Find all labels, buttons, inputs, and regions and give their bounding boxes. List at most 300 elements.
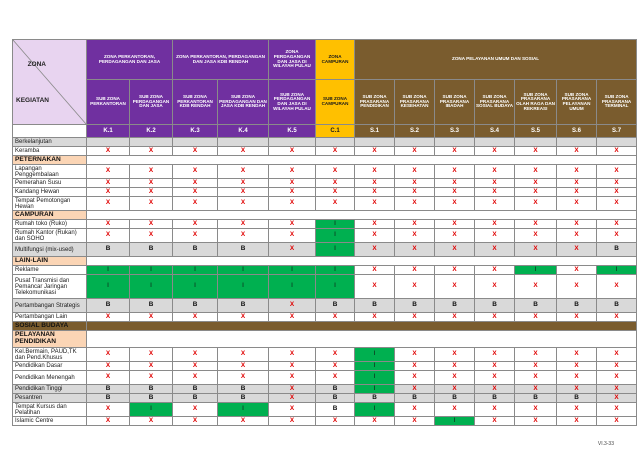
permission-cell: I (173, 266, 218, 275)
permission-cell (475, 138, 515, 147)
section-row (13, 156, 637, 165)
permission-cell: I (130, 403, 173, 417)
permission-cell: X (557, 266, 597, 275)
permission-cell: X (316, 179, 355, 188)
permission-cell: X (269, 403, 316, 417)
permission-cell: X (269, 385, 316, 394)
zone-code: K.3 (173, 125, 218, 138)
activity-row (13, 266, 637, 275)
activity-row (13, 179, 637, 188)
permission-cell: X (395, 147, 435, 156)
permission-cell: B (316, 299, 355, 313)
permission-cell: X (218, 188, 269, 197)
permission-cell: X (218, 362, 269, 371)
permission-cell: X (173, 362, 218, 371)
permission-cell: X (355, 179, 395, 188)
permission-cell: X (515, 165, 557, 179)
activity-row (13, 197, 637, 211)
permission-cell: X (557, 417, 597, 426)
permission-cell: I (435, 417, 475, 426)
activity-label: Islamic Centre (13, 417, 87, 426)
header-corner (13, 40, 87, 125)
permission-cell: X (355, 197, 395, 211)
permission-cell: X (87, 362, 130, 371)
permission-cell: X (597, 394, 637, 403)
permission-cell: X (557, 220, 597, 229)
permission-cell: X (130, 362, 173, 371)
permission-cell: B (475, 394, 515, 403)
activity-row (13, 403, 637, 417)
permission-cell: X (355, 229, 395, 243)
permission-cell: X (435, 147, 475, 156)
permission-cell: I (173, 275, 218, 299)
permission-cell: X (316, 348, 355, 362)
permission-cell: I (218, 403, 269, 417)
section-row (13, 331, 637, 348)
permission-cell: X (597, 313, 637, 322)
permission-cell: X (173, 229, 218, 243)
subzone-header: SUB ZONA PRASARANA PELAYANAN UMUM (557, 80, 597, 125)
permission-cell: X (475, 348, 515, 362)
permission-cell: X (87, 147, 130, 156)
subzone-header: SUB ZONA PRASARANA PENDIDIKAN (355, 80, 395, 125)
permission-cell: X (475, 417, 515, 426)
permission-cell: X (435, 385, 475, 394)
permission-cell: X (515, 229, 557, 243)
permission-cell (130, 138, 173, 147)
permission-cell: X (130, 147, 173, 156)
permission-cell: I (515, 266, 557, 275)
permission-cell: X (130, 188, 173, 197)
permission-cell: B (218, 243, 269, 257)
permission-cell: I (355, 385, 395, 394)
permission-cell (597, 138, 637, 147)
kegiatan-label: KEGIATAN (16, 96, 49, 104)
permission-cell: X (515, 197, 557, 211)
permission-cell: X (130, 179, 173, 188)
permission-cell: X (475, 220, 515, 229)
permission-cell: X (597, 147, 637, 156)
permission-cell: X (597, 197, 637, 211)
permission-cell: B (435, 299, 475, 313)
permission-cell: X (87, 313, 130, 322)
activity-row (13, 417, 637, 426)
permission-cell: X (435, 165, 475, 179)
permission-cell: X (218, 147, 269, 156)
subzone-header: SUB ZONA PERKANTORAN (87, 80, 130, 125)
permission-cell: X (597, 385, 637, 394)
activity-label: Rumah toko (Ruko) (13, 220, 87, 229)
activity-label: Kandang Hewan (13, 188, 87, 197)
permission-cell: X (435, 403, 475, 417)
permission-cell: X (316, 313, 355, 322)
activity-label: Pertambangan Strategis (13, 299, 87, 313)
permission-cell: X (435, 348, 475, 362)
section-fill (87, 156, 637, 165)
permission-cell: X (269, 188, 316, 197)
activity-label: Pertambangan Lain (13, 313, 87, 322)
permission-cell: X (269, 371, 316, 385)
subzone-header-row (13, 80, 637, 125)
subzone-header: SUB ZONA PRASARANA KESEHATAN (395, 80, 435, 125)
permission-cell: X (475, 147, 515, 156)
permission-cell: X (130, 313, 173, 322)
permission-cell: X (515, 188, 557, 197)
subzone-header: SUB ZONA PERDAGANGAN DAN JASA DI WILAYAH PULAU (269, 80, 316, 125)
subzone-header: SUB ZONA CAMPURAN (316, 80, 355, 125)
permission-cell: X (597, 220, 637, 229)
permission-cell: X (515, 220, 557, 229)
permission-cell: I (316, 229, 355, 243)
zone-code: C.1 (316, 125, 355, 138)
permission-cell: B (173, 299, 218, 313)
permission-cell: X (218, 220, 269, 229)
permission-cell: X (435, 362, 475, 371)
activity-label: Keramba (13, 147, 87, 156)
permission-cell: X (597, 179, 637, 188)
permission-cell: B (395, 394, 435, 403)
permission-cell: B (130, 243, 173, 257)
permission-cell: B (597, 299, 637, 313)
code-row-label (13, 125, 87, 138)
permission-cell: X (475, 197, 515, 211)
permission-cell: X (87, 188, 130, 197)
permission-cell (515, 138, 557, 147)
permission-cell: X (218, 229, 269, 243)
permission-cell (395, 138, 435, 147)
permission-cell: B (316, 385, 355, 394)
activity-row (13, 385, 637, 394)
permission-cell: X (597, 165, 637, 179)
section-row (13, 322, 637, 331)
permission-cell: X (557, 275, 597, 299)
permission-cell (218, 138, 269, 147)
permission-cell: X (316, 197, 355, 211)
permission-cell: B (87, 243, 130, 257)
permission-cell: X (130, 165, 173, 179)
permission-cell: X (269, 179, 316, 188)
permission-cell: X (269, 348, 316, 362)
permission-cell: X (355, 275, 395, 299)
permission-cell: X (395, 243, 435, 257)
permission-cell: X (395, 348, 435, 362)
permission-cell: X (316, 362, 355, 371)
permission-cell: X (87, 403, 130, 417)
permission-cell: X (269, 394, 316, 403)
activity-label: Berkelanjutan (13, 138, 87, 147)
permission-cell: X (475, 229, 515, 243)
permission-cell: X (355, 313, 395, 322)
zone-code-row (13, 125, 637, 138)
permission-cell: X (557, 371, 597, 385)
permission-cell: X (395, 385, 435, 394)
activity-label: Pendidikan Menengah (13, 371, 87, 385)
permission-cell (173, 138, 218, 147)
permission-cell: X (87, 371, 130, 385)
permission-cell: X (87, 348, 130, 362)
permission-cell: X (597, 348, 637, 362)
permission-cell: X (557, 147, 597, 156)
permission-cell: X (395, 362, 435, 371)
permission-cell: X (395, 197, 435, 211)
permission-cell: B (130, 385, 173, 394)
permission-cell: X (395, 403, 435, 417)
activity-label: Pesantren (13, 394, 87, 403)
permission-cell: X (515, 371, 557, 385)
permission-cell: X (173, 371, 218, 385)
permission-cell: I (269, 266, 316, 275)
permission-cell: X (475, 266, 515, 275)
permission-cell: X (395, 165, 435, 179)
permission-cell: X (395, 179, 435, 188)
activity-row (13, 371, 637, 385)
permission-cell: B (515, 394, 557, 403)
permission-cell: X (316, 371, 355, 385)
permission-cell: X (173, 197, 218, 211)
permission-cell: I (316, 220, 355, 229)
permission-cell: X (557, 403, 597, 417)
permission-cell: I (130, 266, 173, 275)
permission-cell: X (597, 275, 637, 299)
activity-label: Tempat Kursus dan Pelatihan (13, 403, 87, 417)
subzone-header: SUB ZONA PRASARANA TERMINAL (597, 80, 637, 125)
permission-cell: B (597, 243, 637, 257)
activity-label: Rumah Kantor (Rukan) dan SOHO (13, 229, 87, 243)
permission-cell: X (435, 266, 475, 275)
permission-cell: I (597, 266, 637, 275)
permission-cell: B (316, 403, 355, 417)
permission-cell: X (557, 165, 597, 179)
permission-cell: X (435, 371, 475, 385)
permission-cell: X (218, 371, 269, 385)
permission-cell: X (173, 188, 218, 197)
zone-group-header-row (13, 40, 637, 80)
permission-cell: B (557, 299, 597, 313)
permission-cell: B (173, 243, 218, 257)
permission-cell: I (269, 275, 316, 299)
permission-cell (316, 138, 355, 147)
permission-cell: X (435, 179, 475, 188)
permission-cell: X (355, 243, 395, 257)
permission-cell: I (87, 266, 130, 275)
section-label: PETERNAKAN (13, 156, 87, 165)
permission-cell: X (557, 385, 597, 394)
zone-code: K.1 (87, 125, 130, 138)
permission-cell: X (355, 220, 395, 229)
activity-row (13, 220, 637, 229)
activity-label: Pendidikan Dasar (13, 362, 87, 371)
permission-cell: X (173, 417, 218, 426)
section-fill (87, 211, 637, 220)
permission-cell: X (475, 403, 515, 417)
permission-cell: X (515, 417, 557, 426)
permission-cell: B (218, 299, 269, 313)
permission-cell: X (269, 229, 316, 243)
permission-cell: X (395, 188, 435, 197)
permission-cell: X (515, 147, 557, 156)
permission-cell: X (87, 417, 130, 426)
activity-label: Pemerahan Susu (13, 179, 87, 188)
permission-cell: X (130, 229, 173, 243)
permission-cell: X (515, 362, 557, 371)
permission-cell: X (435, 275, 475, 299)
permission-cell: X (435, 229, 475, 243)
permission-cell: X (130, 371, 173, 385)
permission-cell: X (597, 403, 637, 417)
permission-cell: B (130, 299, 173, 313)
permission-cell: B (173, 394, 218, 403)
permission-cell: X (355, 266, 395, 275)
permission-cell: X (316, 188, 355, 197)
permission-cell: X (218, 197, 269, 211)
activity-row (13, 147, 637, 156)
permission-cell: X (269, 197, 316, 211)
permission-cell: X (395, 275, 435, 299)
activity-label: Lapangan Penggembalaan (13, 165, 87, 179)
permission-cell (557, 138, 597, 147)
permission-cell: I (316, 243, 355, 257)
permission-cell: I (218, 275, 269, 299)
page-number: VI.3-33 (597, 441, 614, 447)
permission-cell: X (355, 165, 395, 179)
permission-cell: X (515, 348, 557, 362)
permission-cell: X (597, 362, 637, 371)
zone-code: S.6 (557, 125, 597, 138)
permission-cell: X (475, 165, 515, 179)
permission-cell: X (269, 220, 316, 229)
zone-group-header: ZONA PERKANTORAN, PERDAGANGAN DAN JASA (87, 40, 173, 80)
permission-cell: X (395, 229, 435, 243)
section-fill (87, 322, 637, 331)
zone-code: S.2 (395, 125, 435, 138)
permission-cell: X (515, 403, 557, 417)
permission-cell: I (87, 275, 130, 299)
zone-group-header: ZONA PERKANTORAN, PERDAGANGAN DAN JASA KDB RENDAH (173, 40, 269, 80)
permission-cell: X (475, 362, 515, 371)
activity-row (13, 275, 637, 299)
permission-cell: X (130, 220, 173, 229)
activity-row (13, 188, 637, 197)
permission-cell: X (515, 385, 557, 394)
matrix-body (13, 138, 637, 426)
permission-cell: X (130, 348, 173, 362)
permission-cell: X (515, 179, 557, 188)
activity-row (13, 362, 637, 371)
subzone-header: SUB ZONA PRASARANA OLAH RAGA DAN REKREASI (515, 80, 557, 125)
permission-cell: X (475, 188, 515, 197)
permission-cell: X (173, 147, 218, 156)
permission-cell: X (218, 417, 269, 426)
permission-cell: I (355, 348, 395, 362)
permission-cell: B (395, 299, 435, 313)
section-row (13, 257, 637, 266)
permission-cell: X (355, 417, 395, 426)
permission-cell: B (355, 394, 395, 403)
activity-row (13, 313, 637, 322)
permission-cell: X (218, 313, 269, 322)
permission-cell: X (218, 165, 269, 179)
permission-cell: X (269, 362, 316, 371)
activity-label: Kel.Bermain, PAUD,TK dan Pend.Khusus (13, 348, 87, 362)
activity-label: Pusat Transmisi dan Pemancar Jaringan Telekomunikasi (13, 275, 87, 299)
permission-cell: X (173, 165, 218, 179)
permission-cell: X (597, 229, 637, 243)
permission-cell: B (87, 394, 130, 403)
zone-code: S.1 (355, 125, 395, 138)
permission-cell: X (557, 243, 597, 257)
permission-cell: B (435, 394, 475, 403)
permission-cell: X (557, 188, 597, 197)
permission-cell: X (435, 243, 475, 257)
permission-cell: X (218, 348, 269, 362)
permission-cell: X (87, 165, 130, 179)
zone-code: S.5 (515, 125, 557, 138)
permission-cell: B (173, 385, 218, 394)
activity-row (13, 138, 637, 147)
permission-cell: X (87, 197, 130, 211)
permission-cell: X (395, 266, 435, 275)
permission-cell: I (218, 266, 269, 275)
permission-cell: X (316, 147, 355, 156)
permission-cell: X (597, 417, 637, 426)
activity-row (13, 299, 637, 313)
permission-cell: X (597, 371, 637, 385)
activity-row (13, 229, 637, 243)
permission-cell: I (316, 266, 355, 275)
permission-cell: X (475, 179, 515, 188)
permission-cell: X (475, 243, 515, 257)
permission-cell: X (557, 229, 597, 243)
permission-cell: B (218, 394, 269, 403)
permission-cell: B (87, 385, 130, 394)
permission-cell: X (87, 220, 130, 229)
permission-cell (269, 138, 316, 147)
subzone-header: SUB ZONA PERKANTORAN KDB RENDAH (173, 80, 218, 125)
permission-cell: X (557, 348, 597, 362)
zone-code: K.5 (269, 125, 316, 138)
zone-group-header: ZONA PERDAGANGAN DAN JASA DI WILAYAH PULAU (269, 40, 316, 80)
permission-cell: X (269, 147, 316, 156)
permission-cell: X (173, 348, 218, 362)
permission-cell: B (316, 394, 355, 403)
permission-cell: X (87, 179, 130, 188)
zone-group-header: ZONA CAMPURAN (316, 40, 355, 80)
permission-cell: X (435, 197, 475, 211)
permission-cell: B (355, 299, 395, 313)
permission-cell: B (130, 394, 173, 403)
permission-cell: I (355, 403, 395, 417)
permission-cell: X (475, 371, 515, 385)
section-fill (87, 331, 637, 348)
section-label: CAMPURAN (13, 211, 87, 220)
permission-cell: X (475, 385, 515, 394)
zone-code: S.7 (597, 125, 637, 138)
activity-row (13, 348, 637, 362)
permission-cell: X (435, 220, 475, 229)
permission-cell: B (87, 299, 130, 313)
permission-cell (355, 138, 395, 147)
permission-cell: X (597, 188, 637, 197)
diagonal-divider (13, 40, 86, 124)
permission-cell: X (218, 179, 269, 188)
permission-cell: X (475, 275, 515, 299)
activity-row (13, 165, 637, 179)
subzone-header: SUB ZONA PRASARANA SOSIAL BUDAYA (475, 80, 515, 125)
zone-code: S.3 (435, 125, 475, 138)
section-label: SOSIAL BUDAYA (13, 322, 87, 331)
permission-cell: X (269, 313, 316, 322)
permission-cell: X (269, 165, 316, 179)
